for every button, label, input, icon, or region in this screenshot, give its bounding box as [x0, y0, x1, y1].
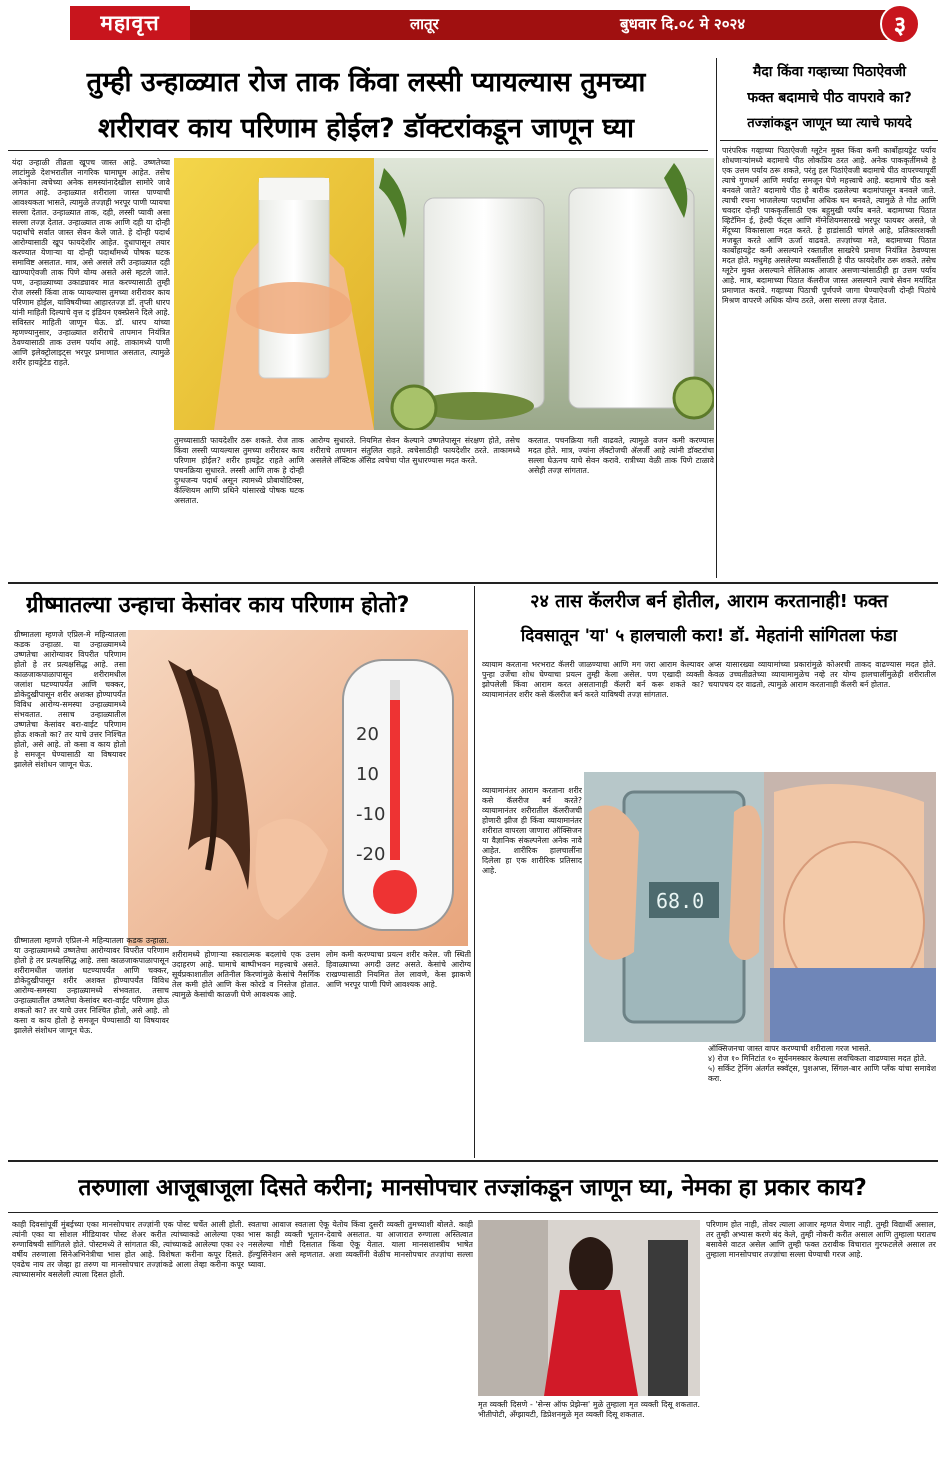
article5-column-3: मृत व्यक्ती दिसणे - 'सेन्स ऑफ प्रेझेन्स' मुळे तुम्हाला मृत व्यक्ती दिसू शकतात. भीतीपोटी, अँग्झायटी, डिप्रेशनमुळे मृत व्यक्ती दिसू शकतात. — [478, 1400, 700, 1419]
article3-column-2: शरीरामध्ये होणाऱ्या स्कारात्मक बदलांचे एक उत्तम उदाहरण आहे. घामाचे बाष्पीभवन महत्त्वाचे असते. सूर्यप्रकाशातील अतिनील किरणांमुळे केसांचे नैसर्गिक तेल कमी होते आणि केस कोरडे व निस्तेज होतात. त्यामुळे केसांची काळजी घेणे आवश्यक आहे. — [172, 950, 320, 999]
article1-column-1: यंदा उन्हाळी तीव्रता खूपच जास्त आहे. उष्णतेच्या लाटांमुळे देशभरातील नागरिक घामाघूम आहेत. तसेच अनेकांना त्वचेच्या अनेक समस्यांनादेखील सामोरे जावे लागत आहे. उन्हाळ्यात शरीराला जास्त पाण्याची आवश्यकता भासते, त्यामुळे तज्ज्ञही भरपूर पाणी प्यायचा सल्ला देतात. उन्हाळ्यात ताक, दही, लस्सी प्यावी असा सल्ला तज्ज्ञ देतात. उन्हाळ्यात ताक आणि दही या दोन्ही पदार्थांचे सर्वात जास्त सेवन केले जाते. हे दोन्ही पदार्थ आरोग्यासाठी खूप फायदेशीर आहेत. दुधापासून तयार करण्यात येणाऱ्या या दोन्ही पदार्थांमध्ये पोषक घटक समाविष्ट असतात. मात्र, असे असले तरी उन्हाळ्यात दही खाण्याऐवजी ताक पिणे योग्य असते असे म्हटले जाते. पण, उन्हाळ्याच्या उकाड्यावर मात करण्यासाठी तुम्ही रोज लस्सी किंवा ताक प्यायल्यास तुमच्या शरीरावर काय परिणाम होईल, याविषयीच्या आहारतज्ज्ञ डॉ. तृप्ती धारप यांनी माहिती दिल्याचे वृत्त द इंडियन एक्स्प्रेसने दिले आहे. सविस्तर माहिती जाणून घेऊ. डॉ. धारप यांच्या म्हणण्यानुसार, उन्हाळ्यात शरीराचे तापमान नियंत्रित ठेवण्यासाठी ताक उत्तम पर्याय आहे. ताकामध्ये पाणी आणि इलेक्ट्रोलाइट्स भरपूर प्रमाणात असतात, त्यामुळे शरीर हायड्रेटेड राहते. — [12, 158, 170, 367]
article4-column-1b: व्यायामानंतर आराम करताना शरीर कसे कॅलरीज बर्न करते? व्यायामानंतर शरीरातील कॅलरीजची होणारी झीज ही किंवा व्यायामानंतर शरीरात वापरला जाणारा ऑक्सिजन या वैज्ञानिक संकल्पनेला अनेक नावे आहेत. शारीरिक हालचालींना दिलेला हा एक शारीरिक प्रतिसाद आहे. — [482, 786, 582, 875]
article2-body: पारंपरिक गव्हाच्या पिठाऐवजी ग्लूटेन मुक्त किंवा कमी कार्बोहायड्रेट पर्याय शोधणाऱ्यांमध्ये बदामाचे पीठ लोकप्रिय ठरत आहे. अनेक पाककृतींमध्ये हे एक उत्तम पर्याय ठरू शकते, परंतु हल पिठांऐवजी बदामाचे पीठ वापरण्यापूर्वी त्याचे गुणधर्म आणि मर्यादा समजून घेणे महत्त्वाचे आहे. बदामाचे पीठ कसे बनवले जाते? बदामाचे पीठ हे बारीक दळलेल्या बदामांपासून बनवले जाते. त्याची रचना भाजलेल्या पदार्थांना अधिक घन बनवते, त्यामुळे ते गोड आणि चवदार दोन्ही पाककृतींसाठी एक बहुमुखी पर्याय बनते. बदामाच्या पिठात व्हिटॅमिन ई, हेल्दी फॅट्स आणि मॅग्नेशियमसारखे भरपूर फायबर असते, जे मेंदूच्या विकासाला मदत करते. हे हाडांसाठी चांगले आहे, प्रतिकारशक्ती मजबूत करते आणि ऊर्जा वाढवते. तज्ज्ञांच्या मते, बदामाच्या पिठात कार्बोहायड्रेट कमी असल्याने रक्तातील साखरेचे प्रमाण नियंत्रित ठेवण्यास मदत होते. मधुमेह असलेल्या व्यक्तींसाठी हे पीठ फायदेशीर ठरू शकते. तसेच ग्लूटेन मुक्त असल्याने सेलिआक आजार असणाऱ्यांसाठीही हा उत्तम पर्याय आहे. मात्र, बदामाच्या पिठात कॅलरीज जास्त असल्याने त्याचे सेवन मर्यादित प्रमाणात करावे. गव्हाच्या पिठाची पूर्णपणे जागा घेण्याऐवजी दोन्ही पिठांचे मिश्रण वापरणे अधिक योग्य ठरते, असा सल्ला तज्ज्ञ देतात. — [722, 146, 936, 305]
divider — [720, 140, 938, 141]
divider — [474, 586, 475, 1158]
article2-headline-line3: तज्ज्ञांकडून जाणून घ्या त्याचे फायदे — [747, 116, 912, 131]
weighing-scale-photo — [584, 772, 936, 1042]
article5-column-2: स्वतःचा आवाज स्वतःला ऐकू येतोय किंवा दुसरी व्यक्ती तुमच्याशी बोलते. काही भास काही व्यक्ती भूतान-देवाचे असतात. या आजारात रुग्णाला अस्तित्वात नसलेल्या गोष्टी दिसतात किंवा ऐकू येतात. याला मानसशास्त्रीय भाषेत हॅल्युसिनेशन असे म्हणतात. अशा व्यक्तींनी वेळीच मानसोपचार तज्ज्ञांचा सल्ला घ्यावा. — [248, 1220, 473, 1269]
page-number: ३ — [880, 4, 920, 44]
article3-column-1b: ग्रीष्मातला म्हणजे एप्रिल-मे महिन्यातला कडक उन्हाळा. या उन्हाळ्यामध्ये उष्णतेचा आरोग्यावर विपरीत परिणाम होतो हे तर प्रत्यक्षसिद्ध आहे. तसा काळजाकपाळापासून शरीरामधील जलांश घटण्यापर्यंत आणि चक्कर, डोकेदुखीपासून शरीर अशक्त होण्यापर्यंत विविध आरोग्य-समस्या उन्हाळ्यामध्ये संभवतात. तसाच उन्हाळ्यातील उष्णतेचा केसांवर बरा-वाईट परिणाम होऊ शकतो का? तर याचे उत्तर निश्चित होतो, असे आहे. तो कसा व काय होतो हे समजून घेण्यासाठी या विषयावर झालेले संशोधन जाणून घेऊ. — [14, 936, 169, 1035]
article5-column-1: काही दिवसांपूर्वी मुंबईच्या एका मानसोपचार तज्ज्ञांनी एक पोस्ट चर्चेत आली होती. त्यांनी एका या सोशल मीडियावर पोस्ट शेअर करीत त्यांच्याकडे आलेल्या एका रुग्णाविषयी सांगितले होते. पोस्टमध्ये ते सांगतात की, त्यांच्याकडे आलेल्या एका २२ वर्षीय तरुणाला सिनेअभिनेत्रीचा भास होत आहे. विशेषतः करीना कपूर दिसते. एवढेच नाय तर जेव्हा हा तरुण या मानसोपचार तज्ज्ञांकडे आला तेव्हा करीना कपूर त्याच्यासमोर बसलेली त्याला दिसत होती. — [12, 1220, 244, 1279]
article1-headline-line2: शरीरावर काय परिणाम होईल? डॉक्टरांकडून जाणून घ्या — [98, 113, 634, 144]
article1-column-3: आरोग्य सुधारते. नियमित सेवन केल्याने उष्णतेपासून संरक्षण होते, तसेच शरीराचे तापमान संतुलित राहते. त्वचेसाठीही फायदेशीर ठरते. ताकामध्ये असलेले लॅक्टिक अ‍ॅसिड त्वचेचा पोत सुधारण्यास मदत करते. — [310, 436, 520, 465]
article3-column-3: लोम कमी करण्याचा प्रयत्न शरीर करेल. जी स्थिती हिवाळ्याच्या अगदी उलट असते. केसांचे आरोग्य राखण्यासाठी नियमित तेल लावणे, केस झाकणे आणि भरपूर पाणी पिणे आवश्यक आहे. — [326, 950, 471, 989]
divider — [8, 1212, 938, 1213]
actress-photo — [478, 1220, 700, 1396]
section-divider — [8, 582, 938, 584]
edition-city: लातूर — [410, 15, 439, 33]
article4-headline-line1: २४ तास कॅलरीज बर्न होतील, आराम करतानाही! फक्त — [530, 591, 888, 612]
article4-column-1: व्यायाम करताना भरभराट कॅलरी जाळण्याचा आणि मग जरा आराम केल्यावर पुन्हा उर्जेचा शोध घेण्याचा प्रयत्न तुम्ही केला असेल. पण एखादी व्यक्ती झोपलेली किंवा आराम करत असतानाही कॅलरी बर्न करू शकते का? व्यायामानंतर शरीर कसे कॅलरीज बर्न करते याविषयी तज्ज्ञ सांगतात. — [482, 660, 704, 699]
section-divider — [8, 1160, 938, 1162]
article3-headline: ग्रीष्मातल्या उन्हाचा केसांवर काय परिणाम होतो? — [26, 593, 410, 618]
svg-text:10: 10 — [356, 764, 379, 785]
divider — [8, 150, 708, 151]
masthead — [0, 0, 945, 44]
divider — [716, 58, 717, 578]
article5-column-4: परिणाम होत नाही, तोवर त्याला आजार म्हणत येणार नाही. तुम्ही विद्यार्थी असाल, तर तुम्ही अभ्यास करणे बंद केले, तुम्ही नोकरी करीत असाल आणि तुम्हाला घरातच बसावेसे वाटत असेल आणि तुम्ही फक्त ठरावीक विचारात गुरफटलेले असाल तर तुम्हाला मानसोपचार तज्ज्ञांचा सल्ला घेण्याची गरज आहे. — [706, 1220, 936, 1259]
svg-text:-10: -10 — [356, 804, 386, 825]
svg-text:-20: -20 — [356, 844, 386, 865]
buttermilk-photo — [174, 158, 714, 430]
masthead-bar — [70, 10, 890, 40]
article1-headline-line1: तुम्ही उन्हाळ्यात रोज ताक किंवा लस्सी प्यायल्यास तुमच्या — [86, 67, 646, 98]
article3-column-1: ग्रीष्मातला म्हणजे एप्रिल-मे महिन्यातला कडक उन्हाळा. या उन्हाळ्यामध्ये उष्णतेचा आरोग्यावर विपरीत परिणाम होतो हे तर प्रत्यक्षसिद्ध आहे. तसा काळजाकपाळापासून शरीरामधील जलांश घटण्यापर्यंत आणि चक्कर, डोकेदुखीपासून शरीर अशक्त होण्यापर्यंत विविध आरोग्य-समस्या उन्हाळ्यामध्ये संभवतात. तसाच उन्हाळ्यातील उष्णतेचा केसांवर बरा-वाईट परिणाम होऊ शकतो का? तर याचे उत्तर निश्चित होतो, असे आहे. तो कसा व काय होतो हे समजून घेण्यासाठी या विषयावर झालेले संशोधन जाणून घेऊ. — [14, 630, 126, 769]
article2-headline-line2: फक्त बदामाचे पीठ वापरावे का? — [747, 90, 912, 106]
hair-thermometer-photo — [128, 630, 468, 946]
article4-column-2: अप्स यासारख्या व्यायामांच्या प्रकारांमुळे कोअरची ताकद वाढण्यास मदत होते. केवळ उच्चतीव्रतेच्या व्यायामामुळेच नव्हे तर योग्य हालचालींमुळेही शरीरातील चयापचय दर वाढतो, त्यामुळे आराम करतानाही कॅलरी बर्न होतात. — [708, 660, 936, 689]
article4-column-2b: ऑक्सिजनचा जास्त वापर करण्याची शरीराला गरज भासते. ४) रोज १० मिनिटांत १० सूर्यनमस्कार केल्यास लवचिकता वाढण्यास मदत होते. ५) सर्किट ट्रेनिंग अंतर्गत स्क्वॅट्स, पुशअप्स, सिंगल-बार आणि प्लँक यांचा समावेश करा. — [708, 1044, 936, 1083]
article1-column-2: तुमच्यासाठी फायदेशीर ठरू शकते. रोज ताक किंवा लस्सी प्यायल्यास तुमच्या शरीरावर काय परिणाम होईल? शरीर हायड्रेट राहते आणि पचनक्रिया सुधारते. लस्सी आणि ताक हे दोन्ही दुग्धजन्य पदार्थ असून त्यामध्ये प्रोबायोटिक्स, कॅल्शियम आणि प्रथिने यांसारखे पोषक घटक असतात. — [174, 436, 304, 505]
svg-text:20: 20 — [356, 724, 379, 745]
newspaper-brand: महावृत्त — [70, 6, 190, 40]
article5-headline: तरुणाला आजूबाजूला दिसते करीना; मानसोपचार तज्ज्ञांकडून जाणून घ्या, नेमका हा प्रकार काय? — [78, 1175, 867, 1201]
article1-column-4: करतात. पचनक्रिया गती वाढवते, त्यामुळे वजन कमी करण्यास मदत होते. मात्र, ज्यांना लॅक्टोजची ॲलर्जी आहे त्यांनी डॉक्टरांचा सल्ला घेऊनच याचे सेवन करावे. रात्रीच्या वेळी ताक पिणे टाळावे असेही तज्ज्ञ सांगतात. — [528, 436, 714, 475]
article2-headline-line1: मैदा किंवा गव्हाच्या पिठाऐवजी — [753, 64, 906, 80]
article4-headline-line2: दिवसातून 'या' ५ हालचाली करा! डॉ. मेहतांनी सांगितला फंडा — [520, 626, 898, 646]
svg-text:68.0: 68.0 — [656, 889, 705, 913]
edition-date: बुधवार दि.०८ मे २०२४ — [620, 15, 746, 33]
